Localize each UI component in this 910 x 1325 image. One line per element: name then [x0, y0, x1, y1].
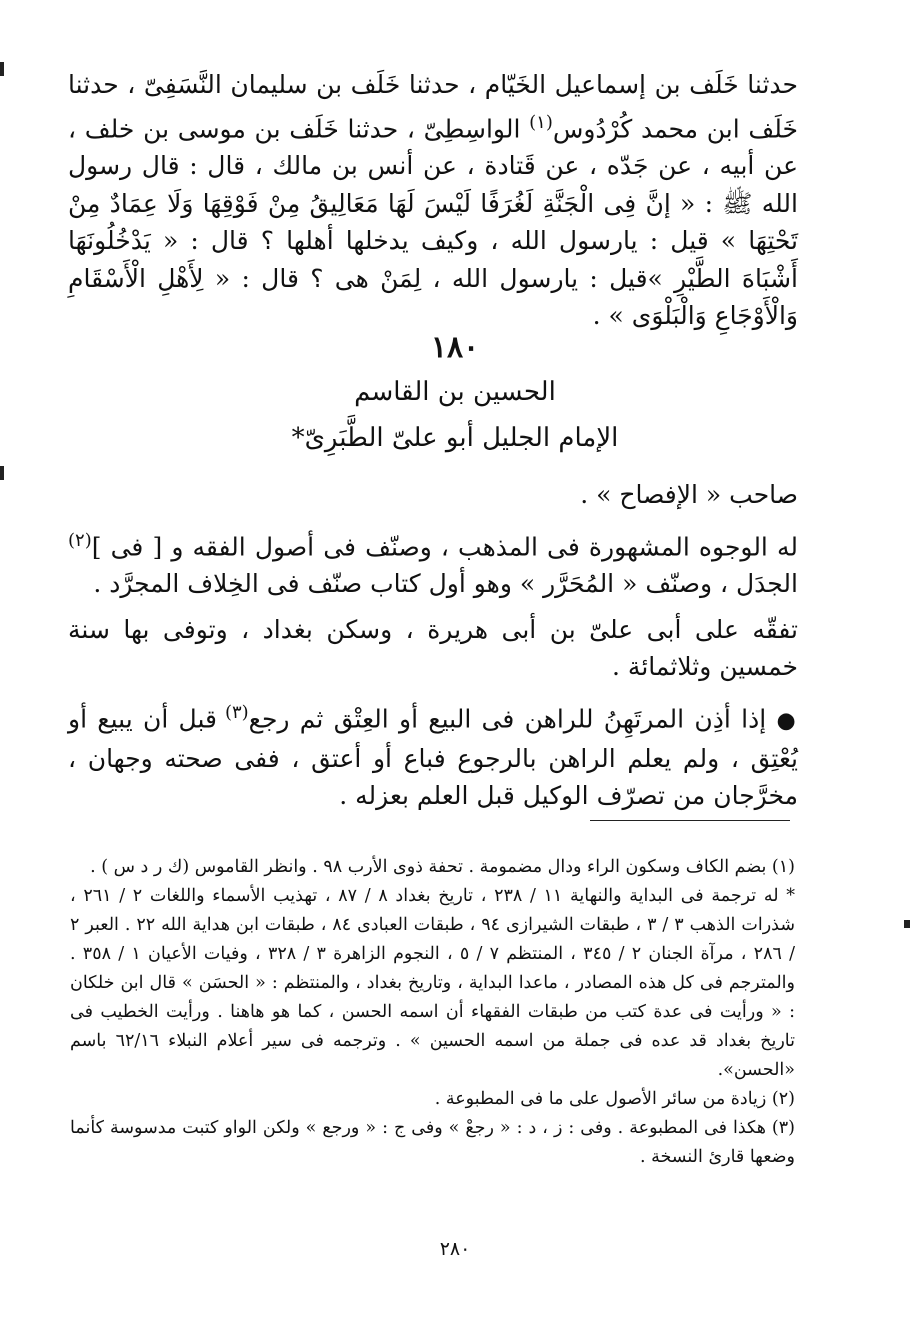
text-run: قبل أن يبيع أو يُعْتِق ، ولم يعلم الراهن بالرجوع فباع أو أعتق ، ففى صحته وجهان ، مخرَّجان من تصرّف الوكيل قبل العلم بعزله .: [68, 704, 798, 811]
entry-title: [0, 418, 910, 458]
text-run: إذا أذِن المرتَهِنُ للراهن فى البيع أو العِتْق ثم رجع: [248, 704, 777, 734]
scan-edge-mark: [904, 920, 910, 928]
footnote-marker: (١): [529, 111, 553, 133]
footnote: * له ترجمة فى البداية والنهاية ١١ / ٢٣٨ ، تاريخ بغداد ٨ / ٨٧ ، تهذيب الأسماء واللغات ٢ / ٢٦١ ، شذرات الذهب ٣ / ٣ ، طبقات الشيرازى ٩٤ ، طبقات العبادى ٨٤ ، طبقات ابن هداية الله ٢٢ . العبر ٢ / ٢٨٦ ، مرآة الجنان ٢ / ٣٤٥ ، المنتظم ٧ / ٥ ، النجوم الزاهرة ٣ / ٣٢٨ ، وفيات الأعيان ١ / ٣٥٨ . والمترجم فى كل هذه المصادر ، ماعدا البداية ، وتاريخ بغداد ، والمنتظم : « الحسَن » قال ابن خلكان : « ورأيت فى عدة كتب من طبقات الفقهاء أن اسمه الحسن ، كما هو هاهنا . ورأيت الخطيب فى تاريخ بغداد قد عده فى جملة من اسمه الحسين » . وترجمه فى سير أعلام النبلاء ٦٢/١٦ باسم «الحسن».: [70, 886, 795, 1080]
bullet-icon: ●: [776, 708, 798, 734]
footnote: (١) بضم الكاف وسكون الراء ودال مضمومة . تحفة ذوى الأرب ٩٨ . وانظر القاموس (ك ر د س ) .: [90, 857, 795, 877]
footnote: (٣) هكذا فى المطبوعة . وفى : ز ، د : « رجعْ » وفى ج : « ورجع » ولكن الواو كتبت مدسوسة كأنما وضعها قارئ النسخة .: [70, 1118, 795, 1167]
body-paragraph: صاحب « الإفصاح » .: [580, 480, 798, 509]
footnote-marker: (٣): [224, 701, 249, 723]
text-run: حدثنا خَلَف بن إسماعيل الخَيّام ، حدثنا خَلَف بن سليمان النَّسَفِىّ ، حدثنا خَلَف ابن محمد كُرْدُوس: [68, 70, 798, 143]
text-run: الواسِطِىّ ، حدثنا خَلَف بن موسى بن خلف ، عن أبيه ، عن جَدّه ، عن قَتادة ، عن أنس بن مالك ، قال : قال رسول الله ﷺ : « إنَّ فِى الْجَنَّةِ لَغُرَفًا لَيْسَ لَهَا مَعَالِيقُ مِنْ فَوْقِهَا وَلَا عِمَادٌ مِنْ تَحْتِهَا » قيل : يارسول الله ، وكيف يدخلها أهلها ؟ قال : « يَدْخُلُونَهَا أَشْبَاهَ الطَّيْرِ »قيل : يارسول الله ، لِمَنْ هى ؟ قال : « لِأَهْلِ الْأَسْقَامِ وَالْأَوْجَاعِ وَالْبَلْوَى » .: [68, 113, 798, 331]
hadith-text: [68, 66, 798, 335]
text-run: له الوجوه المشهورة فى المذهب ، وصنّف فى أصول الفقه و [ فى ]: [91, 531, 798, 561]
body-paragraph: تفقّه على أبى علىّ بن أبى هريرة ، وسكن بغداد ، وتوفى بها سنة خمسين وثلاثمائة .: [68, 614, 798, 682]
footnote: (٢) زيادة من سائر الأصول على ما فى المطبوعة .: [434, 1089, 795, 1109]
footnotes: [70, 853, 795, 1172]
hadith-paragraph: [68, 66, 798, 335]
body-paragraph: [68, 522, 798, 603]
footnote-divider: [590, 820, 790, 821]
page-number: ٢٨٠: [439, 1238, 471, 1260]
body-paragraph: [68, 694, 798, 815]
title-text: الإمام الجليل أبو علىّ الطَّبَرِىّ: [304, 423, 619, 453]
footnote-marker: (٢): [68, 529, 92, 551]
scan-edge-mark: [0, 466, 4, 480]
biography-body: [68, 476, 798, 823]
scan-edge-mark: [0, 62, 4, 76]
entry-name: الحسين بن القاسم: [354, 377, 556, 407]
title-marker: *: [291, 423, 305, 453]
entry-number: ١٨٠: [430, 330, 480, 365]
text-run: الجدَل ، وصنّف « المُحَرَّر » وهو أول كتاب صنّف فى الخِلاف المجرَّد .: [93, 569, 798, 599]
